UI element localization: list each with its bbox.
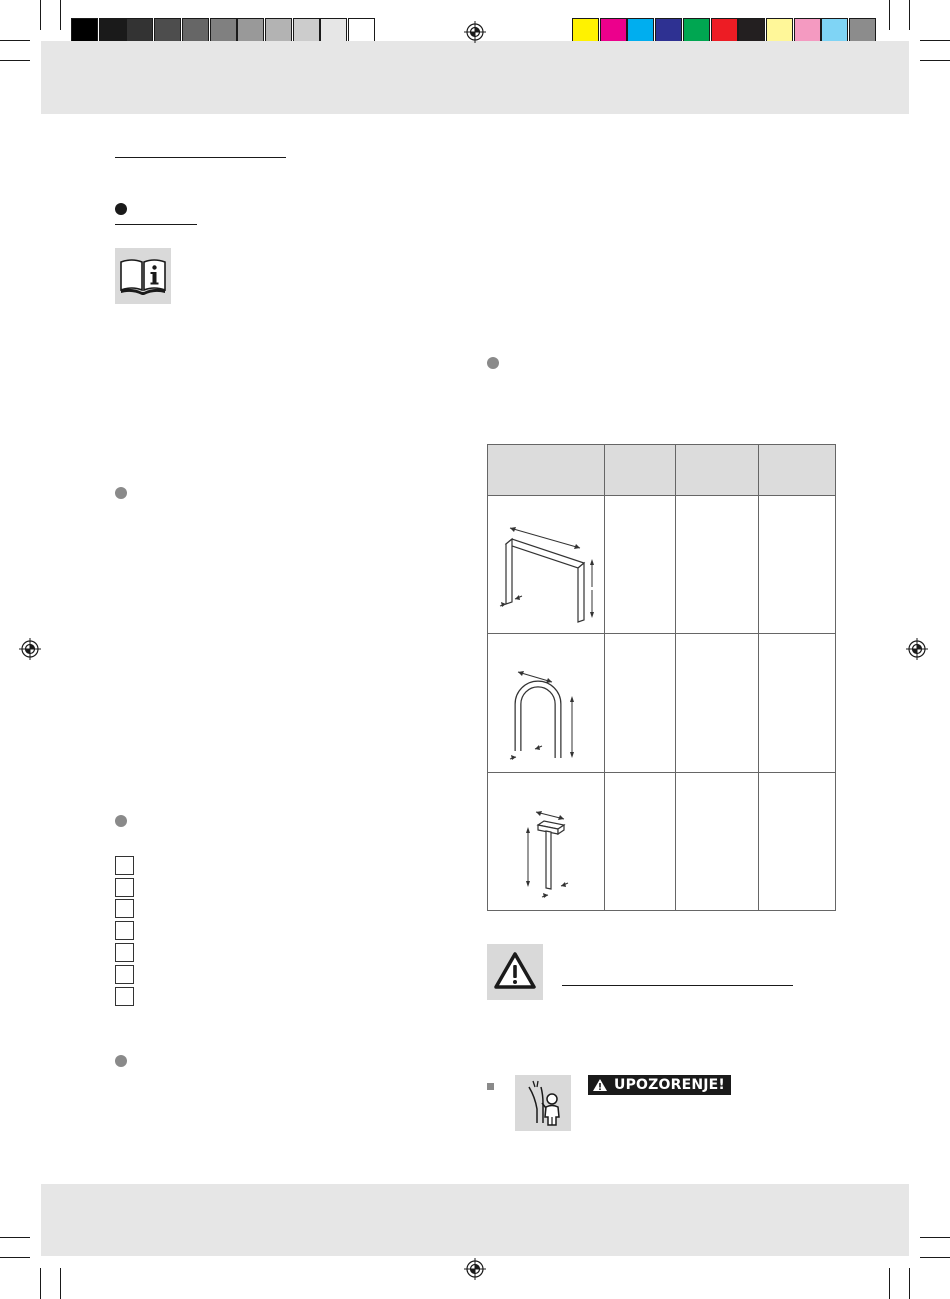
checklist-box (115, 921, 134, 940)
table-cell (488, 772, 605, 910)
table-header-cell (488, 445, 605, 496)
table-cell (759, 496, 836, 634)
table-row (488, 772, 836, 910)
subsection-underline (115, 224, 197, 225)
flat-staple-icon (496, 524, 596, 628)
safety-title-underline (562, 985, 793, 986)
section-title-underline (115, 157, 286, 158)
table-cell (605, 496, 676, 634)
child-safety-icon (515, 1075, 571, 1131)
section-bullet-gray (115, 1055, 127, 1067)
checklist-box (115, 943, 134, 962)
section-bullet-dark (115, 203, 127, 215)
table-cell (488, 496, 605, 634)
checklist-box (115, 878, 134, 897)
crop-mark-tl-v2 (60, 0, 61, 30)
checklist-box (115, 856, 134, 875)
table-row (488, 496, 836, 634)
table-header-row (488, 445, 836, 496)
crop-mark-br-v2 (889, 1268, 890, 1299)
warning-triangle-icon (487, 944, 543, 1000)
crop-mark-br-v (909, 1268, 910, 1299)
crop-mark-tr-h (920, 40, 950, 41)
crop-mark-tl-h2 (0, 60, 30, 61)
crop-mark-tr-v2 (889, 0, 890, 30)
crop-mark-bl-v (40, 1268, 41, 1299)
checklist-box (115, 987, 134, 1006)
registration-mark-icon (19, 638, 41, 660)
footer-band (41, 1184, 909, 1256)
section-bullet-gray (115, 487, 127, 499)
crop-mark-bl-h (0, 1257, 30, 1258)
checklist-box (115, 965, 134, 984)
header-band (41, 41, 909, 114)
registration-mark-icon (464, 1258, 486, 1280)
crop-mark-br-h2 (920, 1237, 950, 1238)
table-cell (488, 634, 605, 772)
crop-mark-bl-h2 (0, 1237, 30, 1238)
warning-triangle-icon (592, 1078, 608, 1092)
table-header-cell (759, 445, 836, 496)
round-staple-icon (508, 666, 588, 766)
table-cell (759, 634, 836, 772)
table-cell (605, 634, 676, 772)
crop-mark-tr-h2 (920, 60, 950, 61)
table-cell (676, 496, 759, 634)
brad-nail-icon (518, 809, 588, 909)
section-bullet-gray (487, 357, 499, 369)
crop-mark-br-h (920, 1257, 950, 1258)
warning-badge (588, 1075, 731, 1095)
registration-mark-icon (464, 21, 486, 43)
table-cell (605, 772, 676, 910)
crop-mark-tl-v (40, 0, 41, 30)
table-cell (676, 772, 759, 910)
list-bullet-square (487, 1083, 494, 1090)
section-bullet-gray (115, 815, 127, 827)
table-cell (759, 772, 836, 910)
crop-mark-bl-v2 (60, 1268, 61, 1299)
registration-mark-icon (906, 638, 928, 660)
checklist-box (115, 899, 134, 918)
table-row (488, 634, 836, 772)
crop-mark-tr-v (909, 0, 910, 30)
table-cell (676, 634, 759, 772)
table-header-cell (676, 445, 759, 496)
staple-spec-table (487, 444, 836, 911)
table-header-cell (605, 445, 676, 496)
crop-mark-tl-h (0, 40, 30, 41)
warning-badge-label: UPOZORENJE! (614, 1077, 726, 1093)
book-info-icon (115, 248, 171, 304)
